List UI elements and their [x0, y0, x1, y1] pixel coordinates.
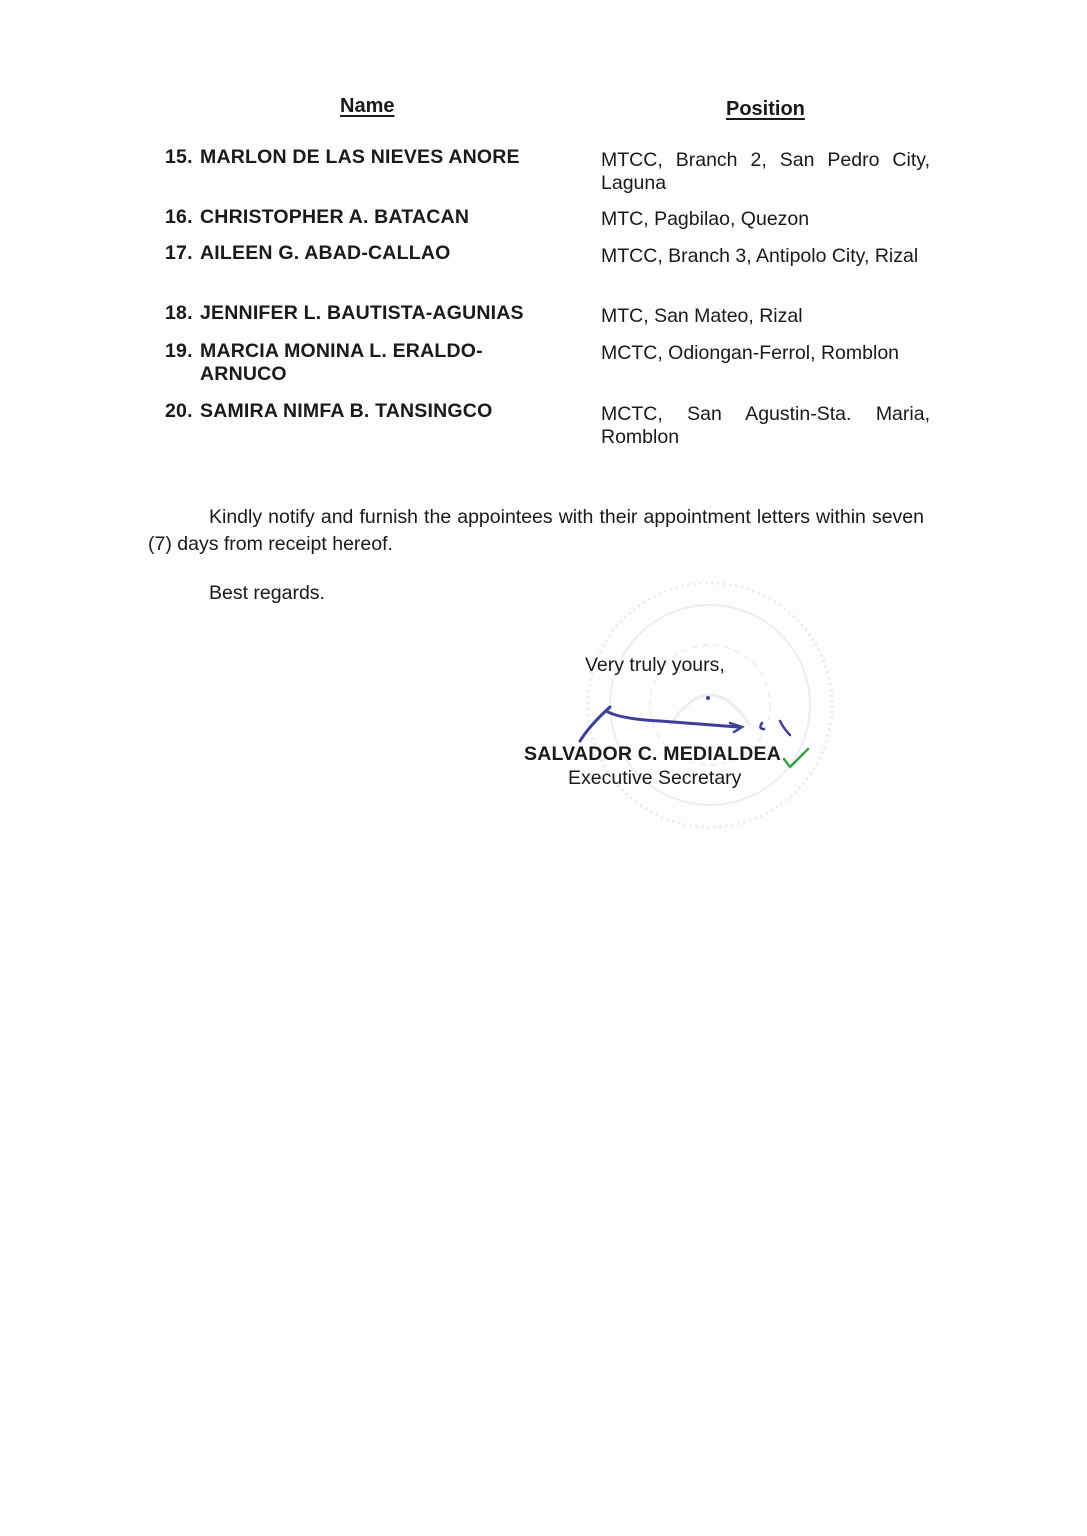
entry-number: 18.: [165, 302, 193, 324]
signer-name: SALVADOR C. MEDIALDEA: [524, 743, 781, 765]
appointee-name-19: [165, 340, 545, 386]
appointee-position-20: MCTC, San Agustin-Sta. Maria, Romblon: [601, 403, 930, 448]
entry-name: CHRISTOPHER A. BATACAN: [200, 206, 470, 228]
entry-number: 17.: [165, 242, 193, 264]
column-header-position: Position: [726, 98, 805, 120]
entry-number: 15.: [165, 146, 193, 168]
entry-number: 20.: [165, 400, 193, 422]
appointee-name-20: [165, 400, 545, 423]
appointee-name-16: [165, 206, 545, 229]
appointee-name-17: [165, 242, 545, 265]
entry-name: MARLON DE LAS NIEVES ANORE: [200, 146, 520, 168]
appointee-position-17: MTCC, Branch 3, Antipolo City, Rizal: [601, 245, 919, 267]
regards-line: Best regards.: [209, 582, 325, 604]
appointee-name-15: [165, 146, 545, 169]
appointee-name-18: [165, 302, 545, 325]
entry-name: MARCIA MONINA L. ERALDO-ARNUCO: [200, 340, 483, 385]
entry-number: 16.: [165, 206, 193, 228]
instruction-paragraph: Kindly notify and furnish the appointees with their appointment letters within seven (7) days from receipt hereof.: [148, 506, 924, 555]
entry-name: SAMIRA NIMFA B. TANSINGCO: [200, 400, 493, 422]
appointee-position-16: MTC, Pagbilao, Quezon: [601, 208, 810, 230]
appointee-position-15: MTCC, Branch 2, San Pedro City, Laguna: [601, 149, 930, 194]
entry-name: AILEEN G. ABAD-CALLAO: [200, 242, 451, 264]
entry-number: 19.: [165, 340, 193, 362]
closing-line: Very truly yours,: [585, 654, 725, 676]
check-mark-icon: [780, 745, 812, 775]
appointee-position-18: MTC, San Mateo, Rizal: [601, 305, 803, 327]
signer-title: Executive Secretary: [568, 767, 742, 789]
entry-name: JENNIFER L. BAUTISTA-AGUNIAS: [200, 302, 524, 324]
appointee-position-19: MCTC, Odiongan-Ferrol, Romblon: [601, 342, 900, 364]
column-header-name: Name: [340, 95, 395, 117]
